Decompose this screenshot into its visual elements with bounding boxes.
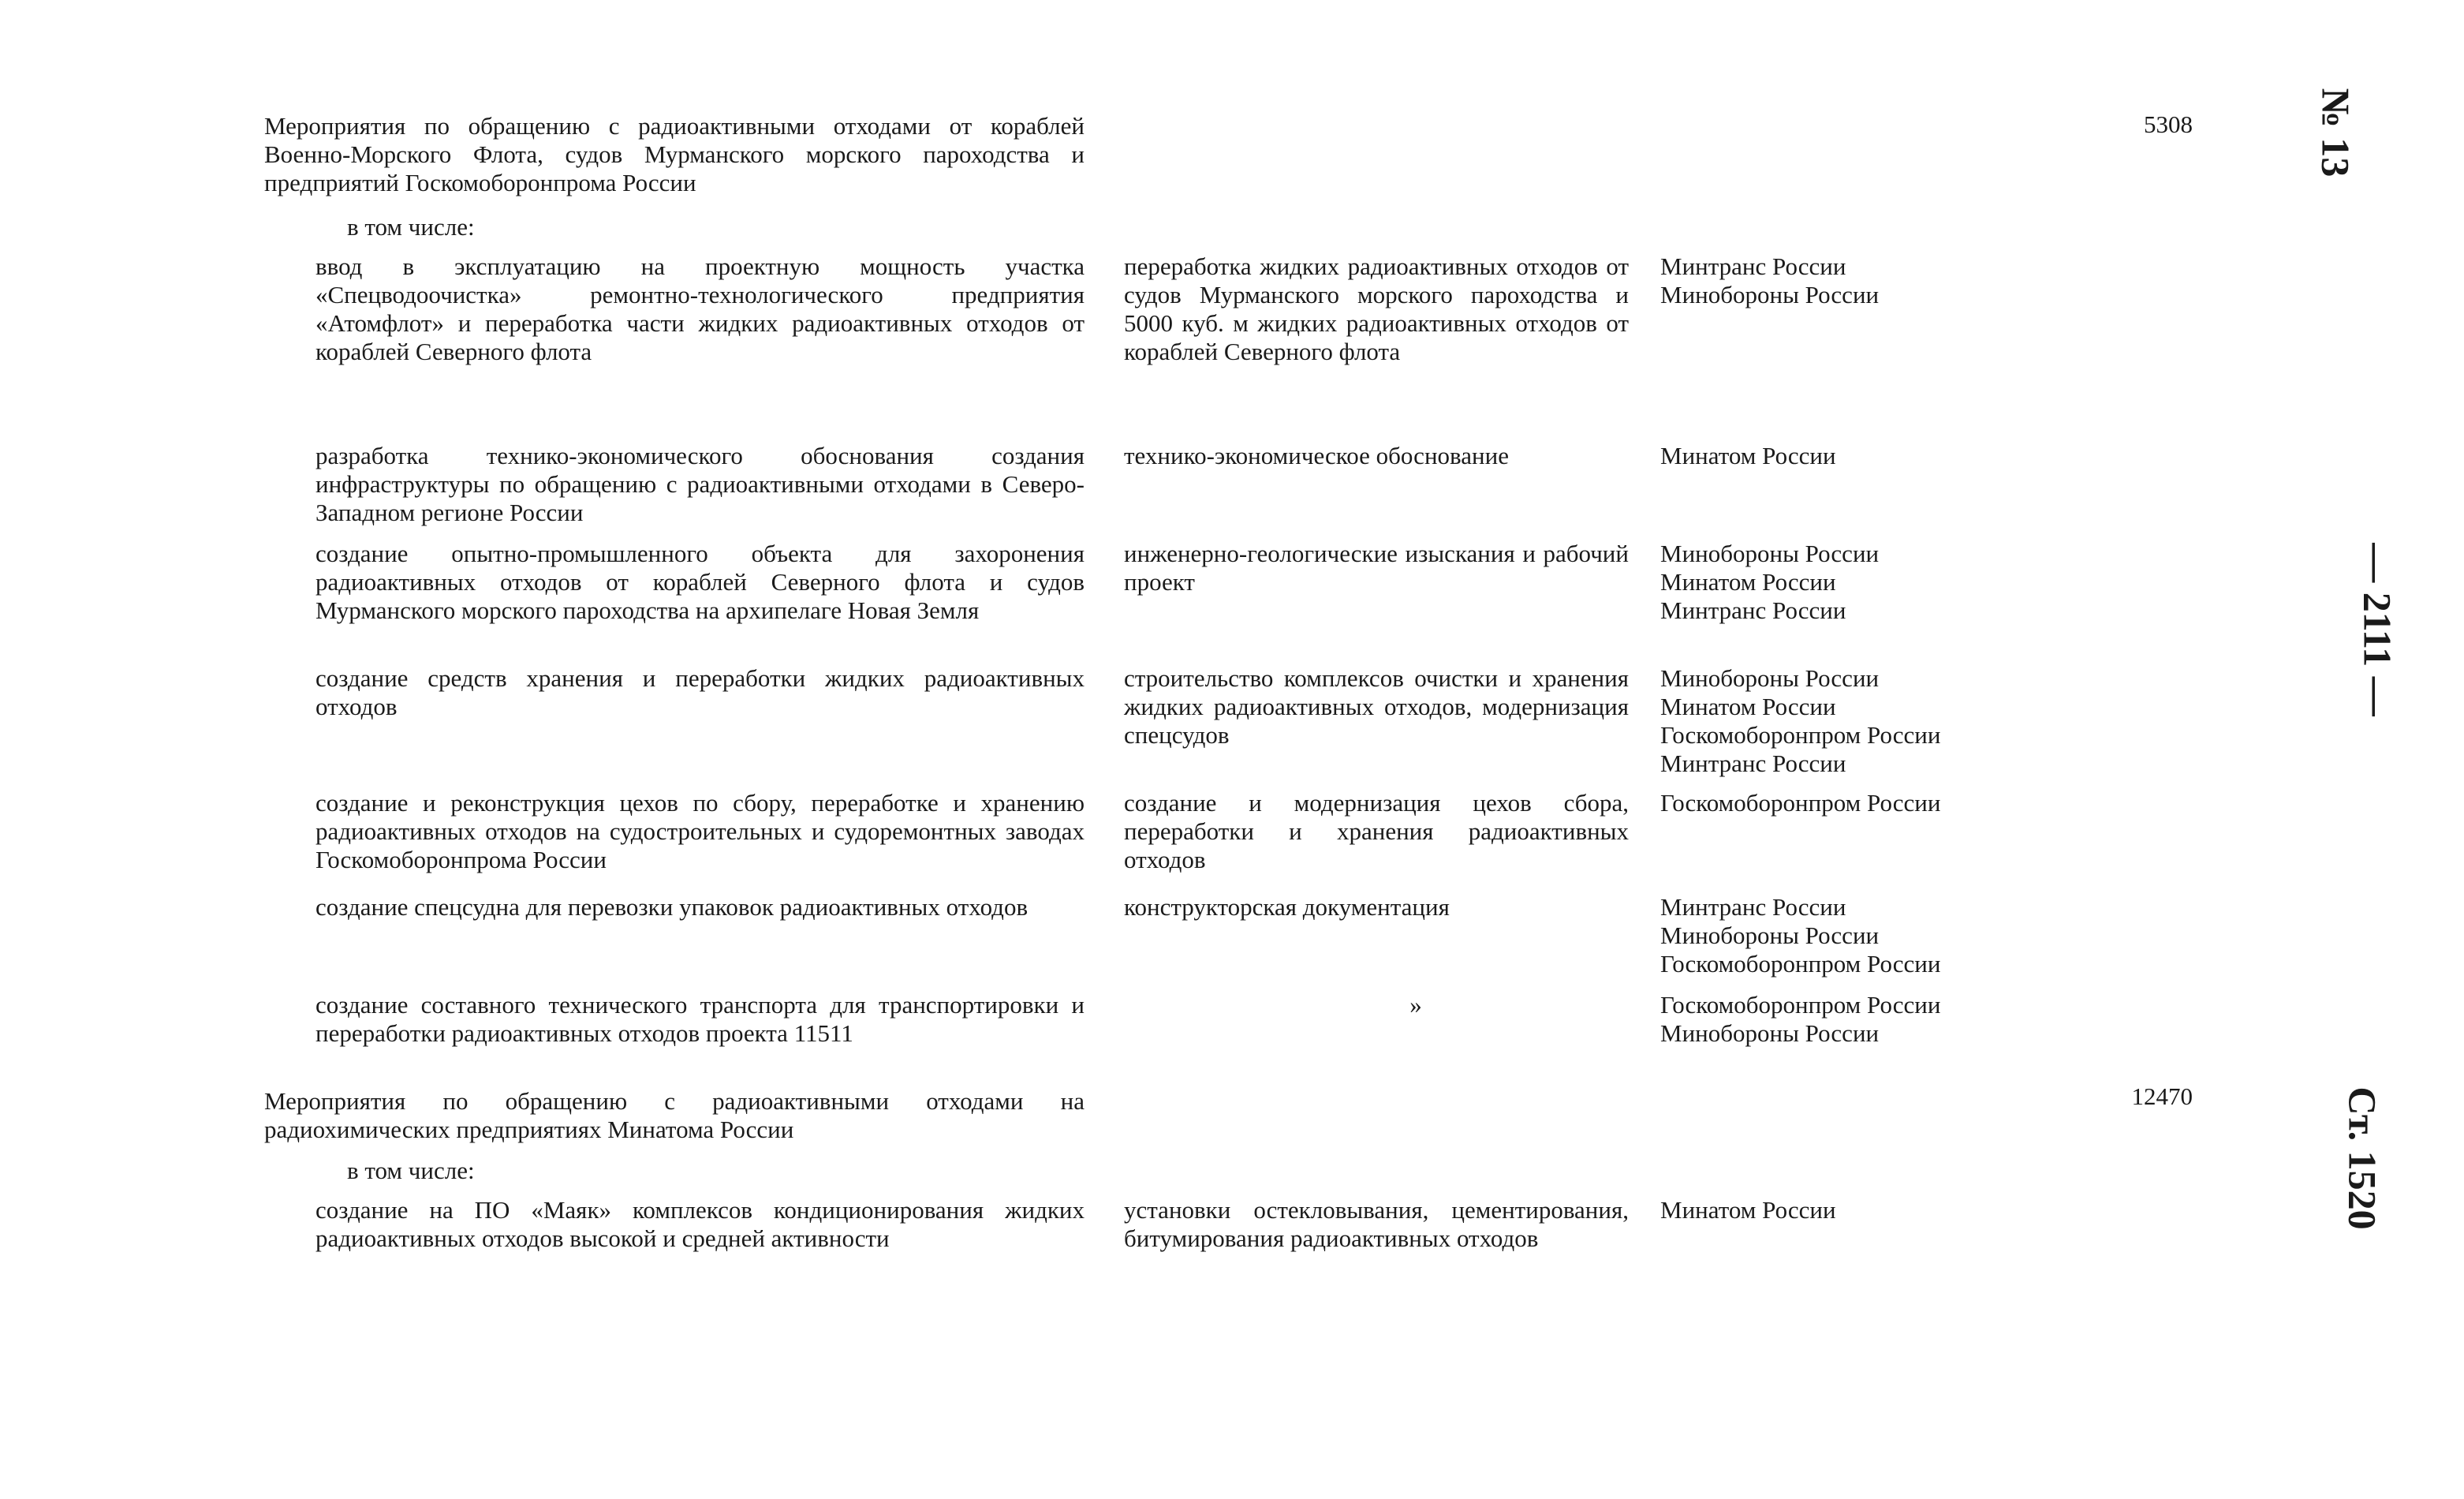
agency: Госкомоборонпром России — [1660, 721, 1941, 749]
section-2-title: Мероприятия по обращению с радиоактивными отходами на радиохимических предприятиях Минатома России — [264, 1087, 1085, 1143]
agency: Минатом России — [1660, 1196, 1836, 1224]
agency: Минобороны России — [1660, 664, 1880, 692]
agency: Минобороны России — [1660, 540, 1880, 567]
agency: Минтранс России — [1660, 750, 1846, 777]
agency: Минатом России — [1660, 568, 1836, 596]
section-1-including: в том числе: — [347, 213, 475, 241]
table-row-result: конструкторская документация — [1124, 893, 1450, 921]
table-row-result: технико-экономическое обоснование — [1124, 442, 1509, 469]
table-row-measure: создание спецсудна для перевозки упаковок радиоактивных отходов — [315, 893, 1029, 921]
table-row-result: » — [1409, 991, 1422, 1019]
agency: Минатом России — [1660, 442, 1836, 469]
table-row-measure: создание составного технического транспорта для транспортировки и переработки радиоактивных отходов проекта 11511 — [315, 991, 1085, 1047]
table-row-agencies — [1660, 664, 2102, 778]
agency: Минатом России — [1660, 693, 1836, 720]
table-row-result: строительство комплексов очистки и хранения жидких радиоактивных отходов, модернизация спецсудов — [1124, 664, 1629, 749]
table-row-result: переработка жидких радиоактивных отходов от судов Мурманского морского пароходства и 5000 куб. м жидких радиоактивных отходов от кораблей Северного флота — [1124, 252, 1629, 365]
agency: Минобороны России — [1660, 921, 1880, 949]
table-row-result: инженерно-геологические изыскания и рабочий проект — [1124, 540, 1629, 596]
agency: Минтранс России — [1660, 893, 1846, 921]
agency: Госкомоборонпром России — [1660, 991, 1941, 1019]
agency: Минобороны России — [1660, 281, 1880, 308]
table-row-result: создание и модернизация цехов сбора, переработки и хранения радиоактивных отходов — [1124, 789, 1629, 873]
table-row-agencies — [1660, 252, 2102, 309]
table-row-agencies — [1660, 789, 2102, 817]
agency: Минтранс России — [1660, 596, 1846, 624]
agency: Минобороны России — [1660, 1019, 1880, 1047]
table-row-measure: создание средств хранения и переработки жидких радиоактивных отходов — [315, 664, 1085, 720]
table-row-agencies — [1660, 442, 2102, 470]
table-row-measure: создание опытно-промышленного объекта для захоронения радиоактивных отходов от кораблей Северного флота и судов Мурманского морского пароходства на архипелаге Новая Земля — [315, 540, 1085, 624]
article-number: Ст. 1520 — [2340, 1086, 2385, 1230]
agency: Госкомоборонпром России — [1660, 950, 1941, 978]
section-1-title: Мероприятия по обращению с радиоактивными отходами от кораблей Военно-Морского Флота, судов Мурманского морского пароходства и предприятий Госкомоборонпрома России — [264, 112, 1085, 196]
section-2-including: в том числе: — [347, 1157, 475, 1184]
table-row-result: установки остекловывания, цементирования, битумирования радиоактивных отходов — [1124, 1196, 1629, 1252]
table-row-measure: создание на ПО «Маяк» комплексов кондиционирования жидких радиоактивных отходов высокой и средней активности — [315, 1196, 1085, 1252]
table-row-measure: разработка технико-экономического обоснования создания инфраструктуры по обращению с радиоактивными отходами в Северо-Западном регионе России — [315, 442, 1085, 526]
agency: Минтранс России — [1660, 252, 1846, 280]
table-row-agencies — [1660, 893, 2102, 978]
table-row-agencies — [1660, 1196, 2102, 1224]
table-row-measure: создание и реконструкция цехов по сбору, переработке и хранению радиоактивных отходов на судостроительных и судоремонтных заводах Госкомоборонпрома России — [315, 789, 1085, 873]
agency: Госкомоборонпром России — [1660, 789, 1941, 817]
table-row-agencies — [1660, 991, 2102, 1048]
table-row-measure: ввод в эксплуатацию на проектную мощность участка «Спецводоочистка» ремонтно-технологического предприятия «Атомфлот» и переработка части жидких радиоактивных отходов от кораблей Северного флота — [315, 252, 1085, 365]
section-1-amount: 5308 — [2144, 110, 2193, 138]
page-number: — 2111 — — [2355, 543, 2400, 716]
issue-number: № 13 — [2313, 88, 2358, 178]
table-row-agencies — [1660, 540, 2102, 625]
section-2-amount: 12470 — [2131, 1082, 2193, 1110]
